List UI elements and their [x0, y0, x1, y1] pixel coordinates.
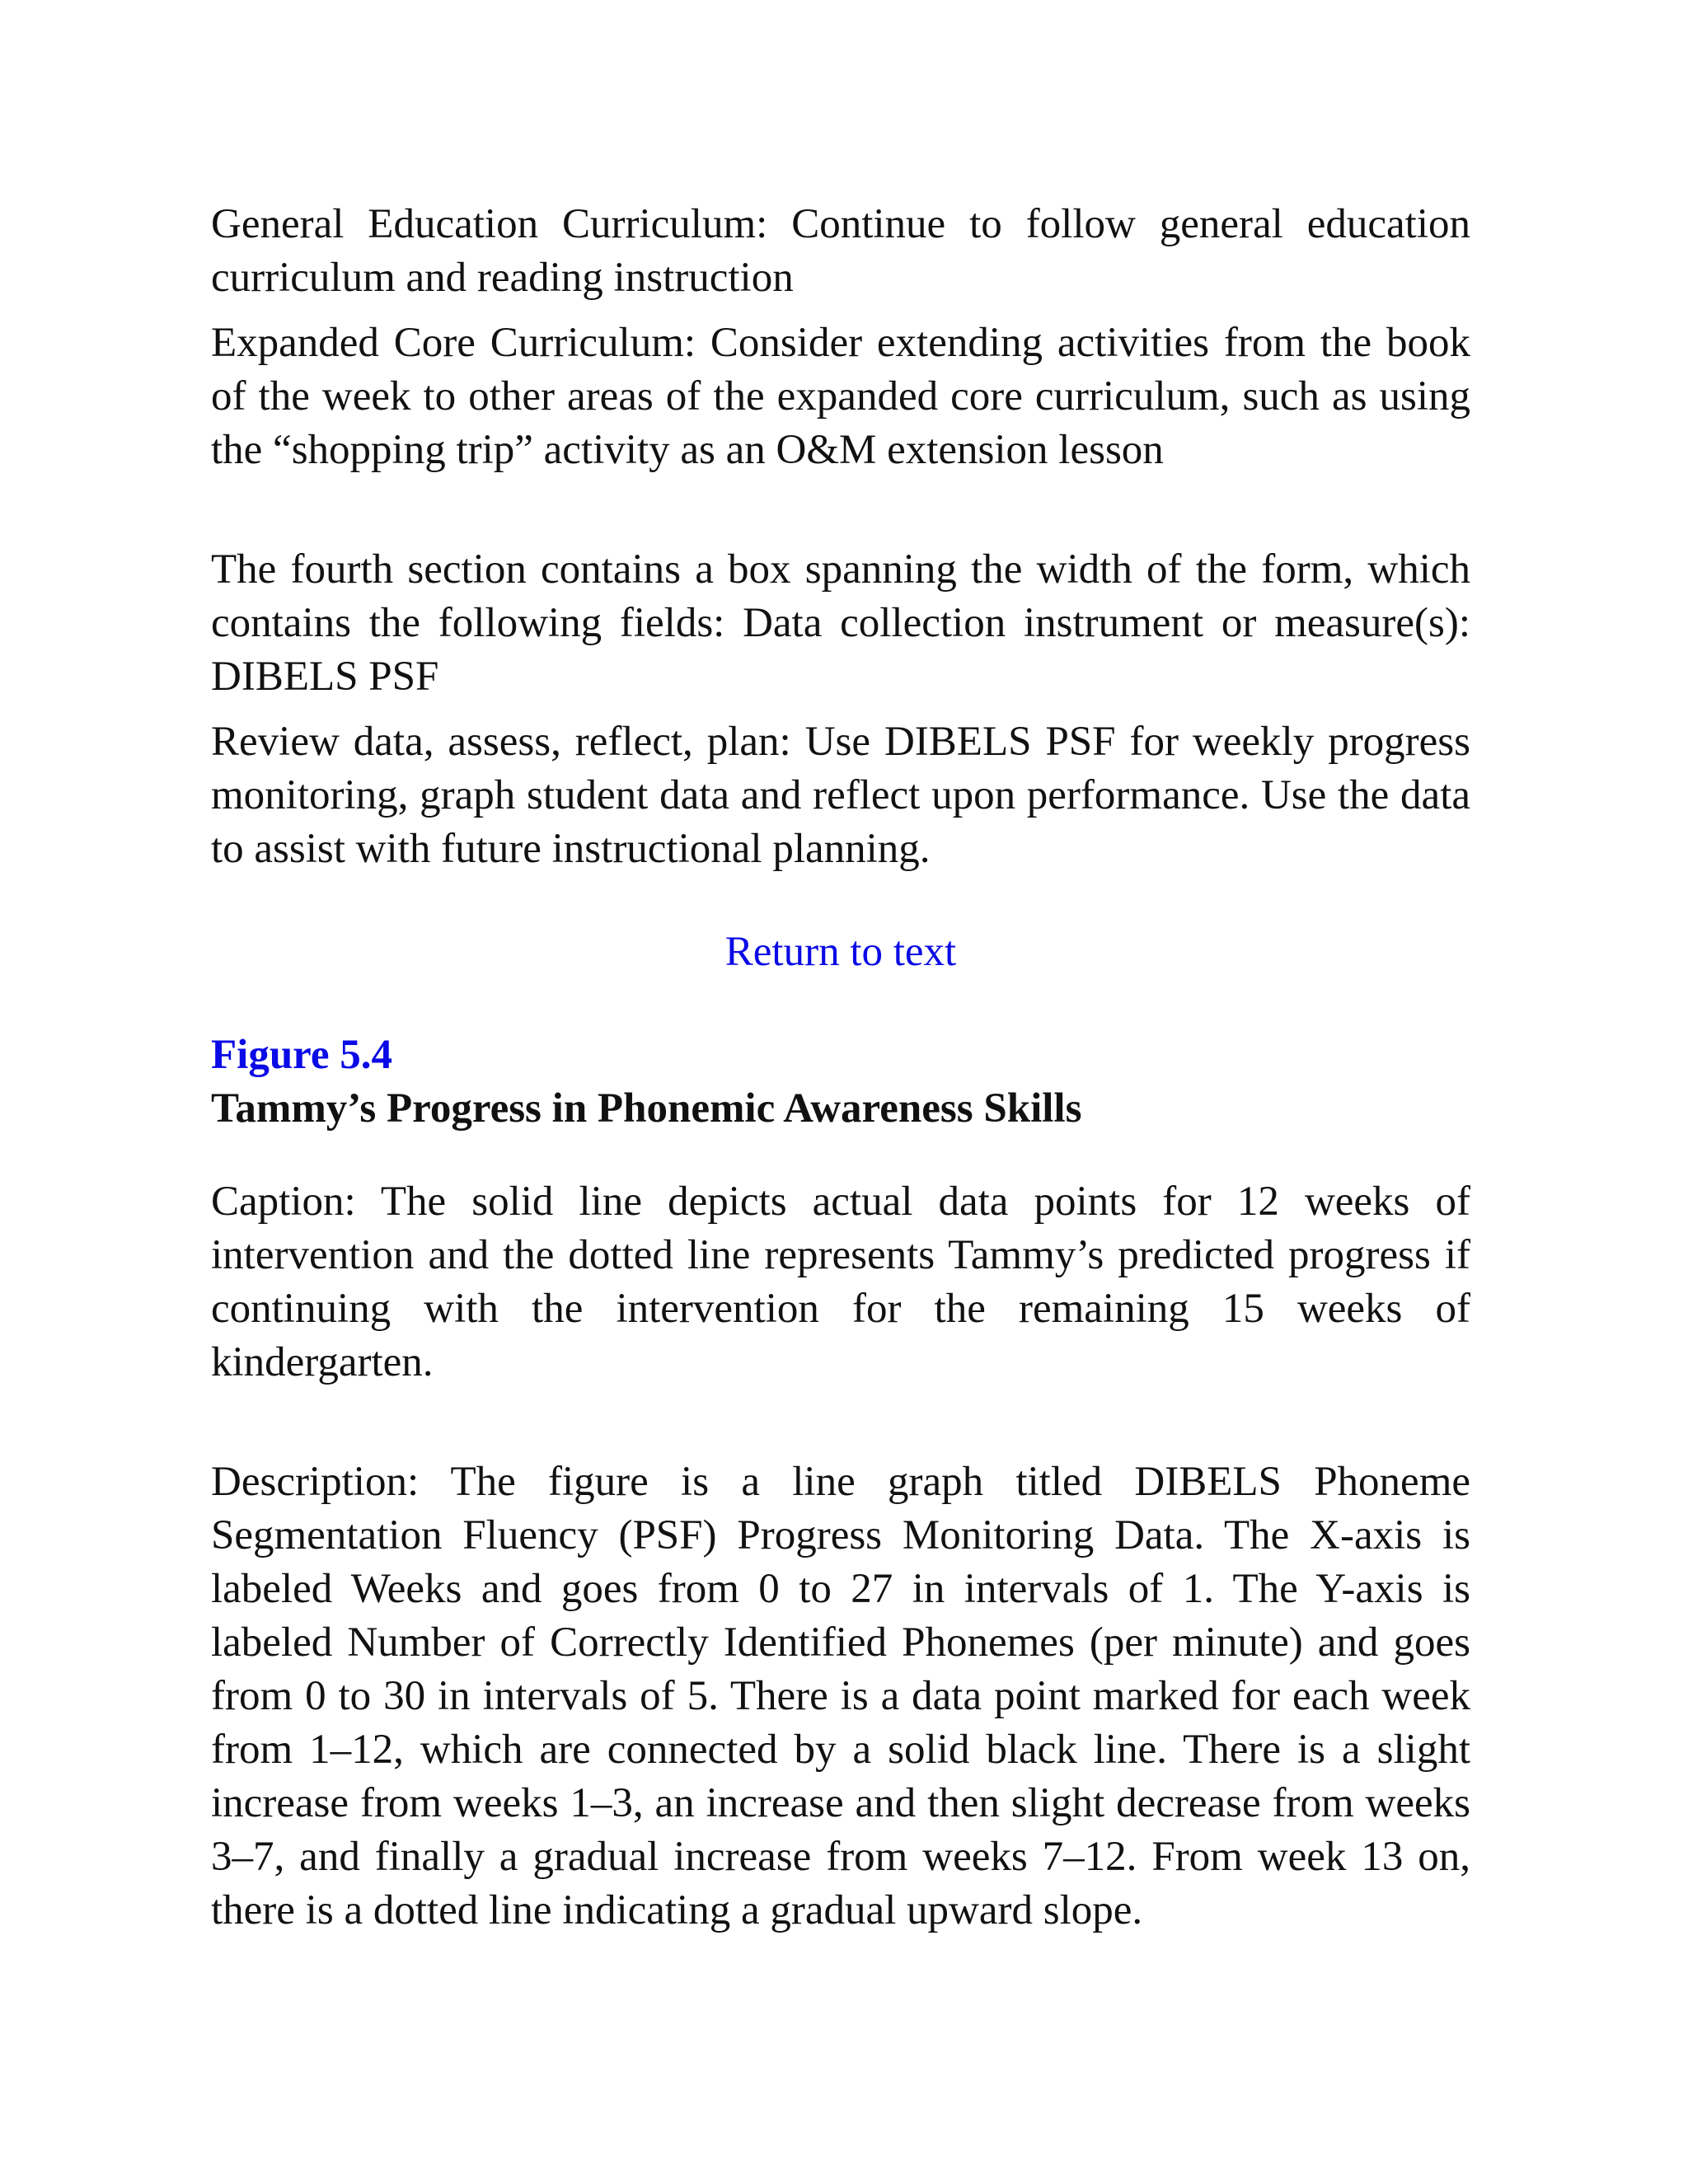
expanded-core-paragraph: Expanded Core Curriculum: Consider extending activities from the book of the week to other areas of the expanded core curriculum, such as using the “shopping trip” activity as an O&M extension lesson: [211, 320, 1470, 473]
document-page: [211, 198, 1470, 1938]
fourth-section-paragraph: The fourth section contains a box spanning the width of the form, which contains the following fields: Data collection instrument or measure(s): DIBELS PSF: [211, 546, 1470, 700]
figure-title: Tammy’s Progress in Phonemic Awareness Skills: [211, 1085, 1082, 1132]
figure-label: Figure 5.4: [211, 1032, 393, 1078]
return-to-text-link[interactable]: Return to text: [724, 929, 957, 975]
review-data-paragraph: Review data, assess, reflect, plan: Use DIBELS PSF for weekly progress monitoring, graph student data and reflect upon performance. Use the data to assist with future instructional planning.: [211, 719, 1470, 872]
figure-caption: Caption: The solid line depicts actual data points for 12 weeks of intervention and the dotted line represents Tammy’s predicted progress if continuing with the intervention for the remaining 15 weeks of kindergarten.: [211, 1179, 1470, 1385]
general-education-paragraph: General Education Curriculum: Continue to follow general education curriculum and reading instruction: [211, 201, 1470, 301]
figure-description: Description: The figure is a line graph titled DIBELS Phoneme Segmentation Fluency (PSF) Progress Monitoring Data. The X-axis is labeled Weeks and goes from 0 to 27 in intervals of 1. The Y-axis is labeled Number of Correctly Identified Phonemes (per minute) and goes from 0 to 30 in intervals of 5. There is a data point marked for each week from 1–12, which are connected by a solid black line. There is a slight increase from weeks 1–3, an increase and then slight decrease from weeks 3–7, and finally a gradual increase from weeks 7–12. From week 13 on, there is a dotted line indicating a gradual upward slope.: [211, 1459, 1470, 1933]
return-link-container: [211, 926, 1470, 979]
